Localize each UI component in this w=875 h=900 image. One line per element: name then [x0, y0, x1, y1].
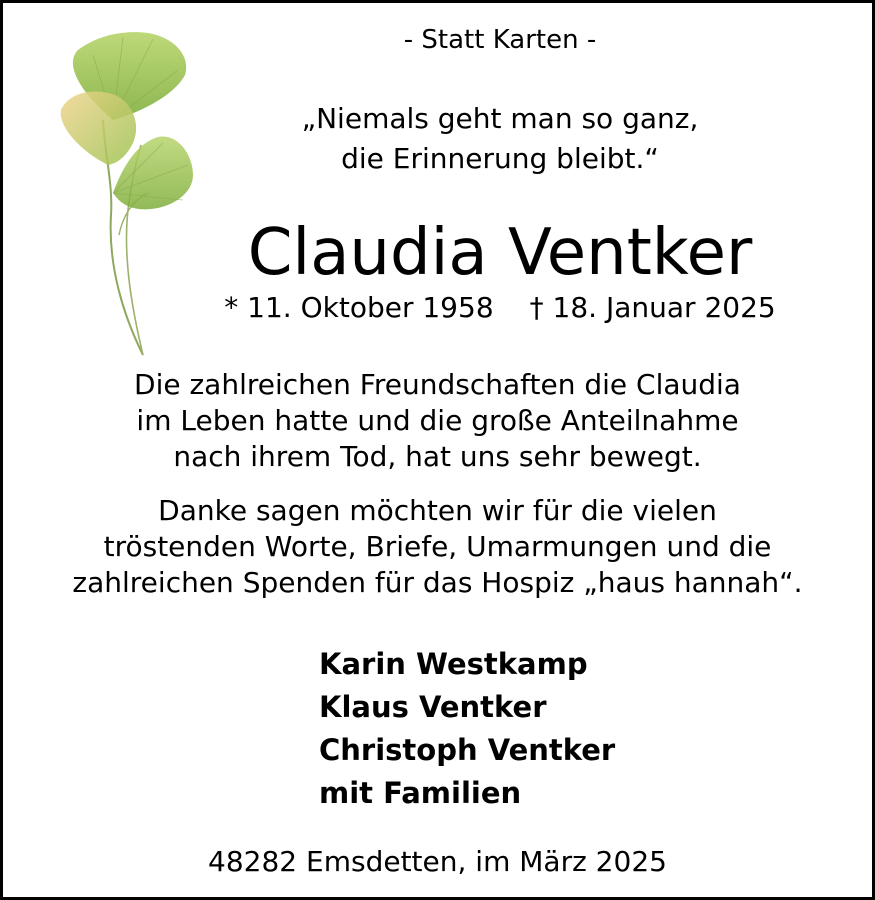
pre-heading: - Statt Karten - — [403, 25, 597, 55]
quote — [128, 99, 872, 179]
signature-name: mit Familien — [319, 776, 522, 810]
signature-name: Karin Westkamp — [319, 647, 588, 681]
paragraph-line: Die zahlreichen Freundschaften die Claudia — [134, 368, 741, 401]
paragraph-line: zahlreichen Spenden für das Hospiz „haus hannah“. — [72, 566, 803, 599]
signature-name: Christoph Ventker — [319, 733, 616, 767]
thanks-paragraph-1 — [3, 367, 872, 475]
signature-block — [319, 643, 615, 815]
paragraph-line: nach ihrem Tod, hat uns sehr bewegt. — [173, 440, 702, 473]
death-date: † 18. Januar 2025 — [529, 291, 776, 324]
paragraph-line: Danke sagen möchten wir für die vielen — [158, 494, 717, 527]
quote-line: „Niemals geht man so ganz, — [301, 102, 699, 135]
deceased-name: Claudia Ventker — [247, 216, 753, 290]
paragraph-line: tröstenden Worte, Briefe, Umarmungen und die — [103, 530, 772, 563]
paragraph-line: im Leben hatte und die große Anteilnahme — [136, 404, 739, 437]
place-date: 48282 Emsdetten, im März 2025 — [208, 845, 667, 878]
quote-line: die Erinnerung bleibt.“ — [341, 142, 659, 175]
signature-name: Klaus Ventker — [319, 690, 547, 724]
birth-date: * 11. Oktober 1958 — [224, 291, 494, 324]
thanks-paragraph-2 — [3, 493, 872, 601]
life-dates — [128, 291, 872, 324]
